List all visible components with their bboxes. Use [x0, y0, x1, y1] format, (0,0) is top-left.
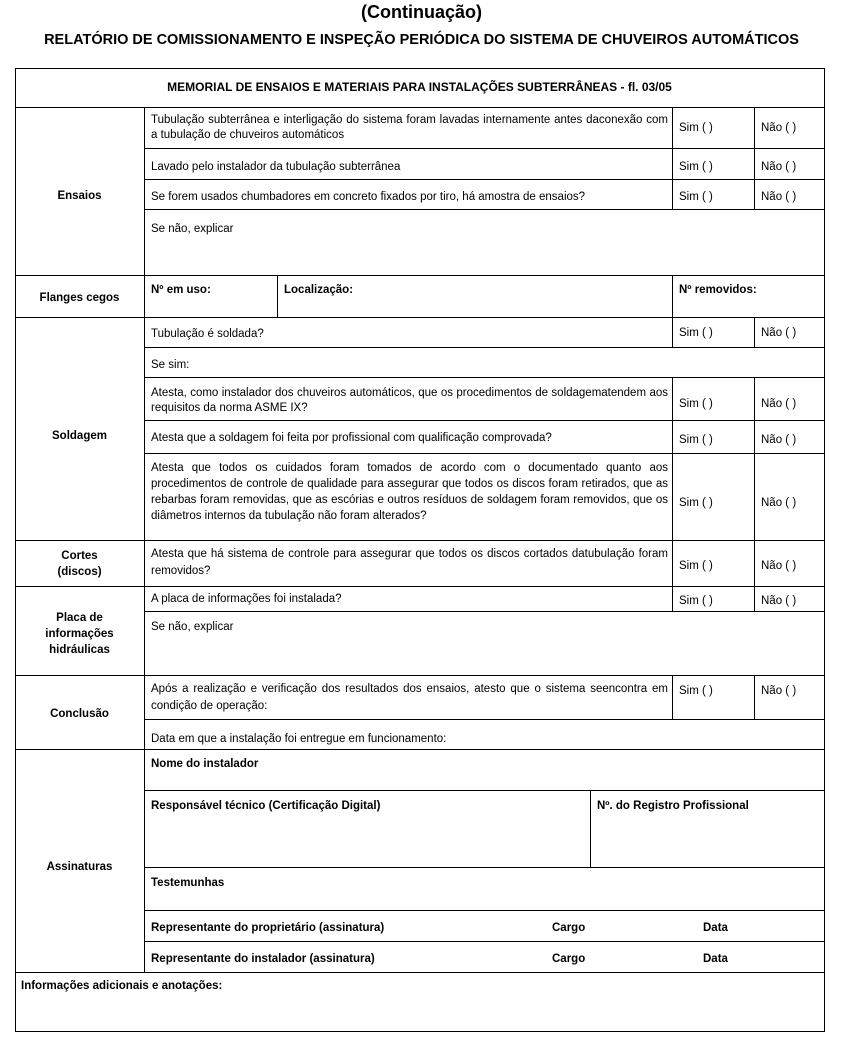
soldagem-q1-no[interactable]: Não ( )	[755, 318, 825, 348]
conclusao-q1-yes[interactable]: Sim ( )	[673, 676, 755, 720]
placa-question-1: A placa de informações foi instalada?	[145, 587, 673, 612]
section-label-assinaturas: Assinaturas	[15, 750, 145, 973]
installer-name-field[interactable]: Nome do instalador	[145, 750, 825, 791]
soldagem-question-2: Atesta, como instalador dos chuveiros automáticos, que os procedimentos de soldagematendem aos requisitos da norma ASME IX?	[145, 378, 673, 421]
owner-rep-label: Representante do proprietário (assinatura)	[151, 922, 385, 934]
flanges-location-field[interactable]: Localização:	[278, 276, 673, 318]
soldagem-q1-yes[interactable]: Sim ( )	[673, 318, 755, 348]
soldagem-q2-yes[interactable]: Sim ( )	[673, 378, 755, 421]
cortes-question-1: Atesta que há sistema de controle para assegurar que todos os discos cortados datubulação foram removidos?	[145, 541, 673, 587]
installer-rep-label: Representante do instalador (assinatura)	[151, 953, 375, 965]
soldagem-question-3: Atesta que a soldagem foi feita por profissional com qualificação comprovada?	[145, 421, 673, 454]
registry-number-field[interactable]: Nº. do Registro Profissional	[591, 791, 825, 868]
flanges-removed-field[interactable]: Nº removidos:	[673, 276, 825, 318]
flanges-in-use-field[interactable]: Nº em uso:	[145, 276, 278, 318]
soldagem-q2-no[interactable]: Não ( )	[755, 378, 825, 421]
placa-q1-no[interactable]: Não ( )	[755, 587, 825, 612]
installer-rep-signature-row[interactable]	[145, 942, 825, 973]
ensaios-question-1: Tubulação subterrânea e interligação do sistema foram lavadas internamente antes daconexão com a tubulação de chuveiros automáticos	[145, 108, 673, 149]
ensaios-q3-yes[interactable]: Sim ( )	[673, 180, 755, 210]
placa-explain-field[interactable]: Se não, explicar	[145, 612, 825, 676]
owner-rep-signature-row[interactable]	[145, 911, 825, 942]
ensaios-q2-yes[interactable]: Sim ( )	[673, 149, 755, 180]
soldagem-q4-no[interactable]: Não ( )	[755, 454, 825, 541]
soldagem-q3-no[interactable]: Não ( )	[755, 421, 825, 454]
section-label-conclusao: Conclusão	[15, 676, 145, 750]
continuation-heading: (Continuação)	[361, 2, 482, 22]
ensaios-question-2: Lavado pelo instalador da tubulação subterrânea	[145, 149, 673, 180]
ensaios-q1-yes[interactable]: Sim ( )	[673, 108, 755, 149]
soldagem-q4-yes[interactable]: Sim ( )	[673, 454, 755, 541]
cortes-q1-no[interactable]: Não ( )	[755, 541, 825, 587]
additional-info-field[interactable]: Informações adicionais e anotações:	[15, 973, 825, 1032]
installer-rep-role: Cargo	[552, 953, 586, 965]
installer-rep-date: Data	[703, 953, 728, 965]
conclusao-question-1: Após a realização e verificação dos resultados dos ensaios, atesto que o sistema seencontra em condição de operação:	[145, 676, 673, 720]
section-label-placa: Placa de informações hidráulicas	[15, 587, 145, 676]
soldagem-question-4: Atesta que todos os cuidados foram tomados de acordo com o documentado quanto aos procedimentos de controle de qualidade para assegurar que todos os discos foram retirados, que as rebarbas foram removidas, que as escórias e outros resíduos de soldagem foram removidos, que os diâmetros internos da tubulação não foram alterados?	[145, 454, 673, 541]
ensaios-q1-no[interactable]: Não ( )	[755, 108, 825, 149]
owner-rep-role: Cargo	[552, 922, 586, 934]
section-label-cortes: Cortes (discos)	[15, 541, 145, 587]
witnesses-field[interactable]: Testemunhas	[145, 868, 825, 911]
ensaios-question-3: Se forem usados chumbadores em concreto fixados por tiro, há amostra de ensaios?	[145, 180, 673, 210]
report-title: RELATÓRIO DE COMISSIONAMENTO E INSPEÇÃO PERIÓDICA DO SISTEMA DE CHUVEIROS AUTOMÁTICOS	[44, 32, 799, 48]
section-label-soldagem: Soldagem	[15, 318, 145, 541]
section-label-ensaios: Ensaios	[15, 108, 145, 276]
placa-q1-yes[interactable]: Sim ( )	[673, 587, 755, 612]
ensaios-q2-no[interactable]: Não ( )	[755, 149, 825, 180]
conclusao-date-field[interactable]: Data em que a instalação foi entregue em funcionamento:	[145, 720, 825, 750]
section-label-flanges: Flanges cegos	[15, 276, 145, 318]
conclusao-q1-no[interactable]: Não ( )	[755, 676, 825, 720]
ensaios-explain-field[interactable]: Se não, explicar	[145, 210, 825, 276]
tech-responsible-field[interactable]: Responsável técnico (Certificação Digital)	[145, 791, 591, 868]
table-title: MEMORIAL DE ENSAIOS E MATERIAIS PARA INSTALAÇÕES SUBTERRÂNEAS - fl. 03/05	[15, 68, 825, 108]
cortes-q1-yes[interactable]: Sim ( )	[673, 541, 755, 587]
owner-rep-date: Data	[703, 922, 728, 934]
soldagem-q3-yes[interactable]: Sim ( )	[673, 421, 755, 454]
ensaios-q3-no[interactable]: Não ( )	[755, 180, 825, 210]
soldagem-if-yes[interactable]: Se sim:	[145, 348, 825, 378]
soldagem-question-1: Tubulação é soldada?	[145, 318, 673, 348]
